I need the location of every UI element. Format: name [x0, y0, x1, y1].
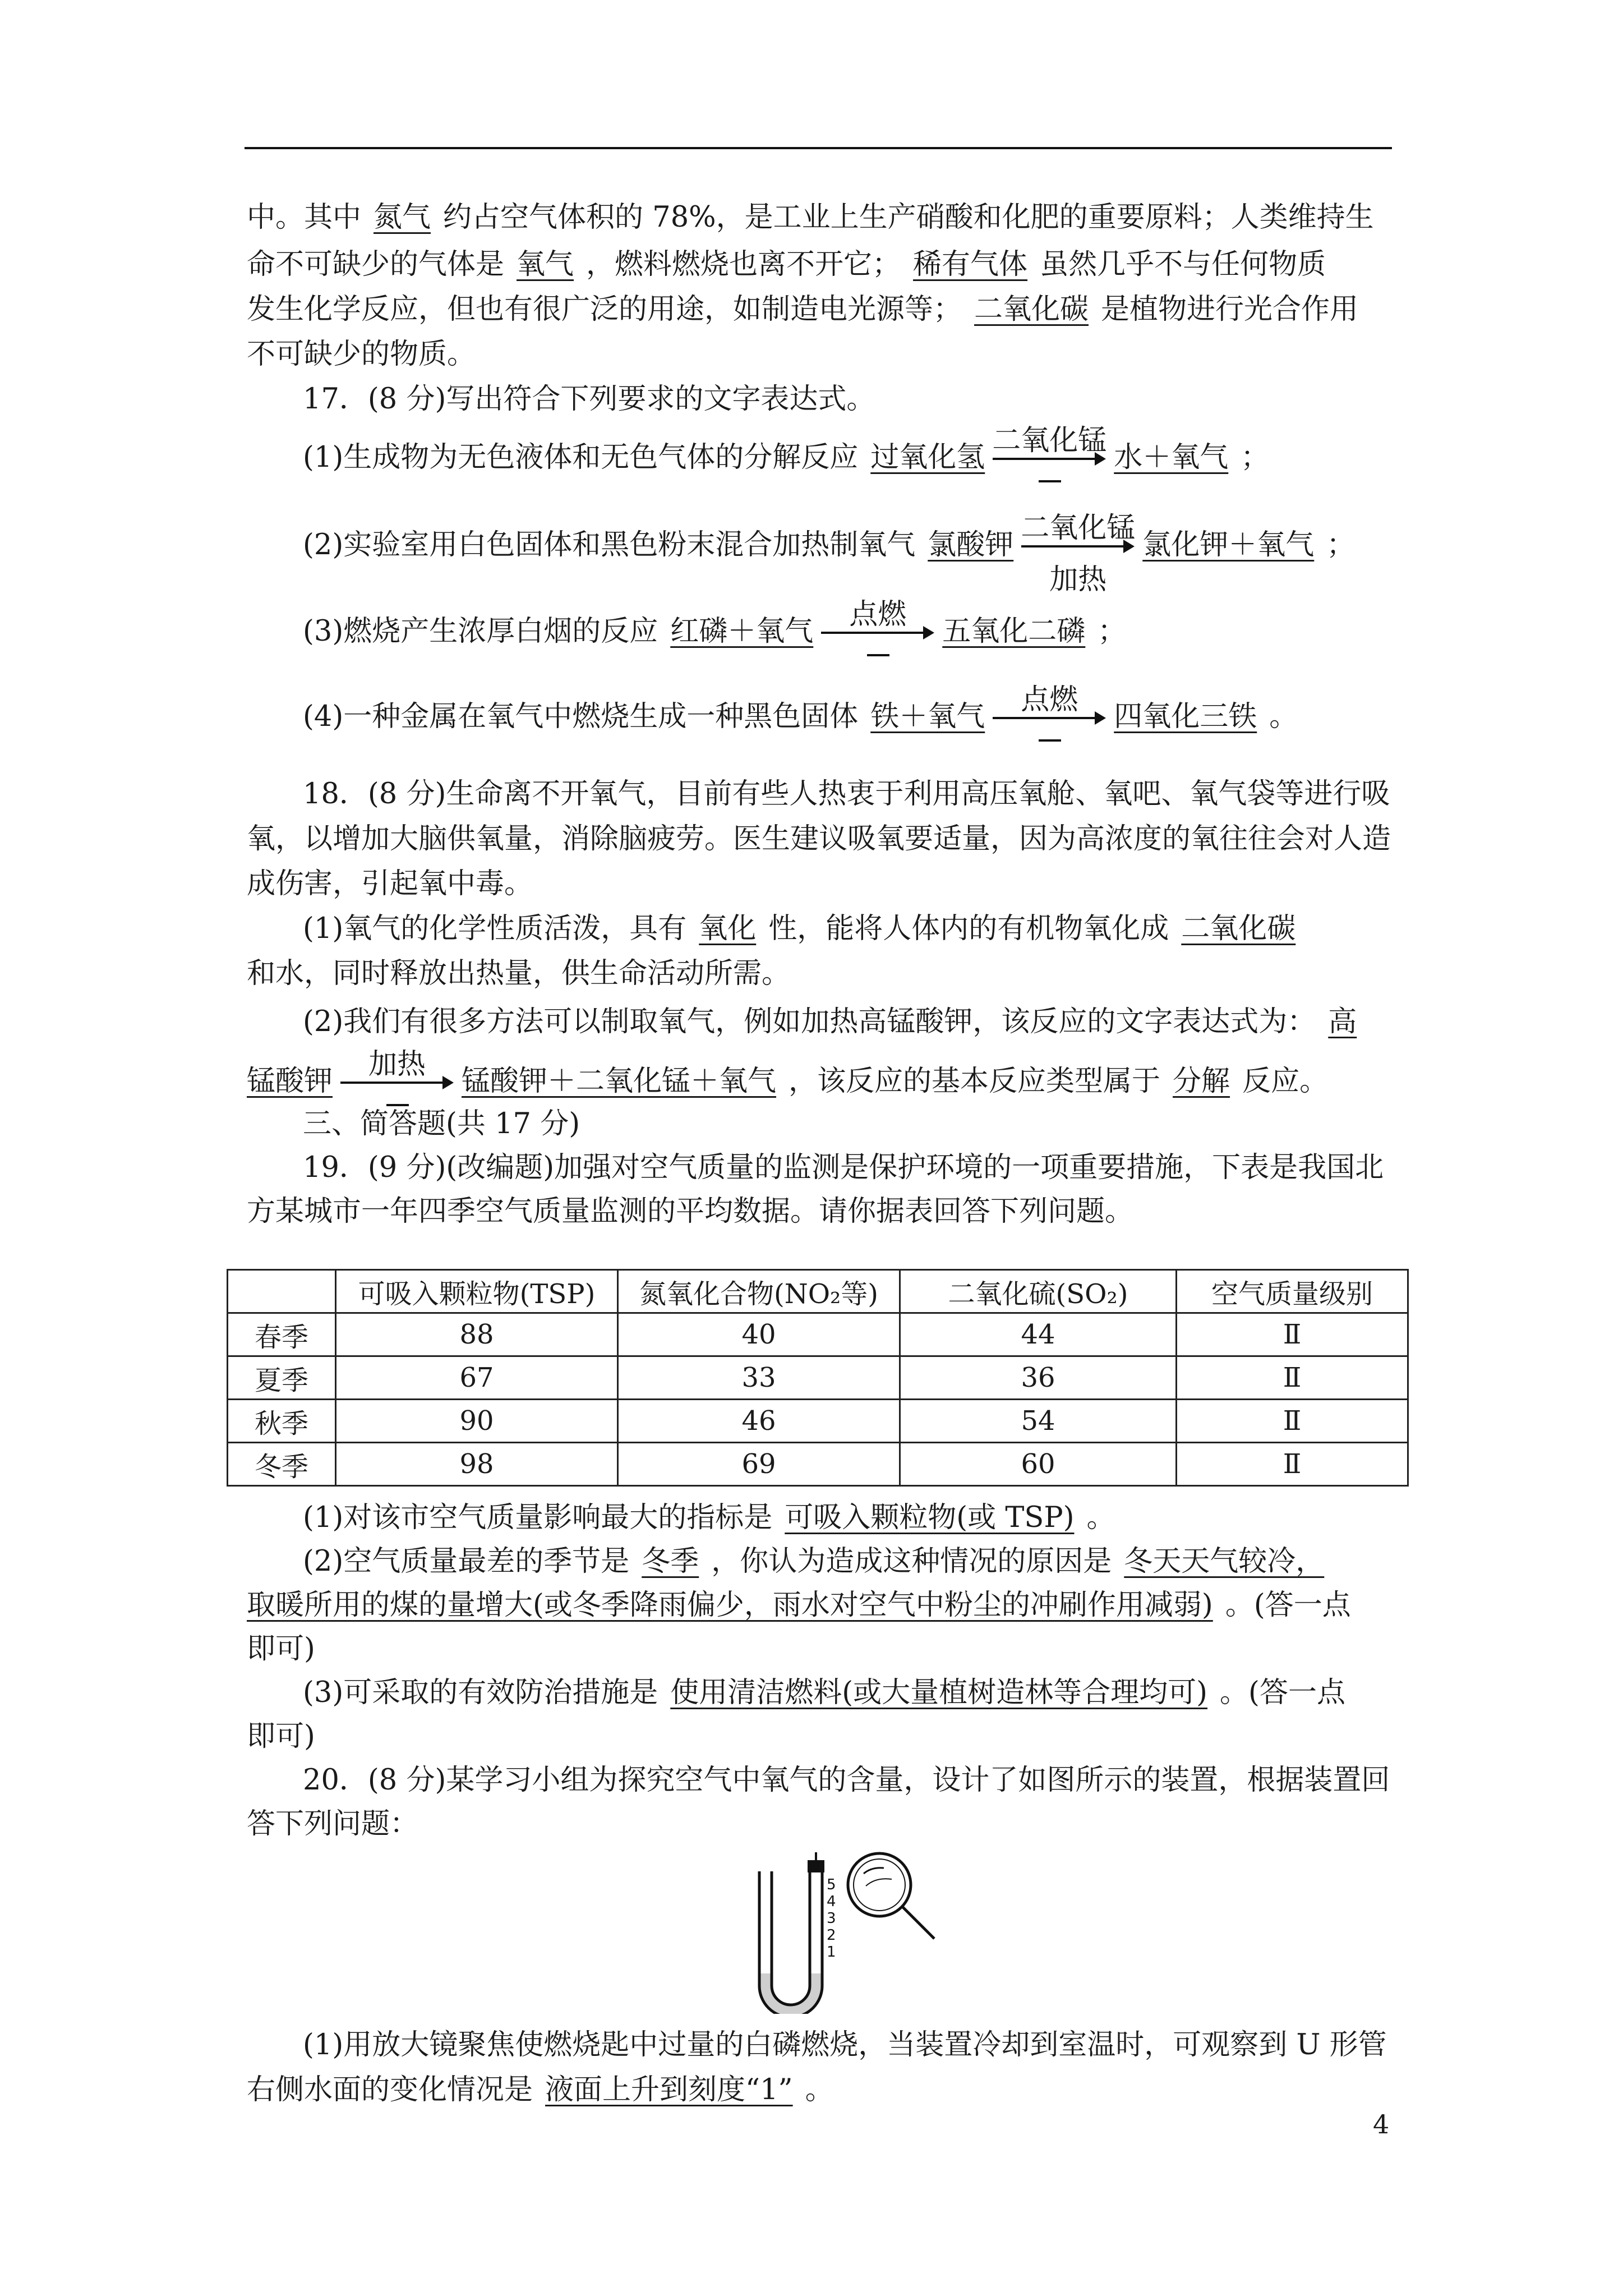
q16-line-1: 中。其中 氮气 约占空气体积的 78%，是工业上生产硝酸和化肥的重要原料；人类维持生 [247, 201, 1374, 234]
page-number: 4 [1373, 2109, 1390, 2139]
q16-line-2: 命不可缺少的气体是 氧气 ，燃料燃烧也离不开它； 稀有气体 虽然几乎不与任何物质 [247, 248, 1326, 281]
q18-line-1: 18．(8 分)生命离不开氧气，目前有些人热衷于利用高压氧舱、氧吧、氧气袋等进行吸 [303, 777, 1390, 811]
q20-answer-1: 液面上升到刻度“1” [545, 2073, 793, 2106]
q19-part-2-end: 即可) [247, 1632, 315, 1665]
q18-line-3: 成伤害，引起氧中毒。 [247, 867, 533, 900]
q18-answer-1: 氧化 [699, 912, 757, 945]
q16-answer-1: 氮气 [374, 201, 431, 234]
q19-part-3-end: 即可) [247, 1720, 315, 1753]
q17-p4-answer: 铁＋氧气 点燃 四氧化三铁 [858, 700, 1269, 733]
q18-part-2: (2)我们有很多方法可以制取氧气，例如加热高锰酸钾，该反应的文字表达式为： 高 [303, 1005, 1357, 1038]
magnifier-icon [848, 1853, 934, 1939]
q16-answer-4: 二氧化碳 [974, 293, 1089, 326]
q19-answer-4: 使用清洁燃料(或大量植树造林等合理均可) [670, 1676, 1208, 1709]
q17-p1-answer: 过氧化氢 二氧化锰 水＋氧气 [858, 441, 1241, 474]
section-3-title: 三、简答题(共 17 分) [303, 1107, 580, 1140]
q19-part-2-cont: 取暖所用的煤的量增大(或冬季降雨偏少，雨水对空气中粉尘的冲刷作用减弱) 。(答一点 [247, 1589, 1351, 1622]
table-row: 冬季 98 69 60 Ⅱ [228, 1443, 1408, 1486]
q16-answer-2: 氧气 [517, 248, 574, 281]
table-row: 夏季 67 33 36 Ⅱ [228, 1356, 1408, 1400]
q17-part-4: (4)一种金属在氧气中燃烧生成一种黑色固体 铁＋氧气 点燃 四氧化三铁 。 [303, 693, 1402, 740]
q18-p2-answer: 锰酸钾 加热 锰酸钾＋二氧化锰＋氧气 [247, 1065, 789, 1098]
q19-answer-1: 可吸入颗粒物(或 TSP) [785, 1501, 1075, 1534]
q16-line-3: 发生化学反应，但也有很广泛的用途，如制造电光源等； 二氧化碳 是植物进行光合作用 [247, 293, 1359, 326]
reaction-arrow: 点燃 [813, 608, 942, 655]
scale-mark-4: 4 [827, 1893, 836, 1910]
scale-labels [827, 1876, 836, 1961]
q19-answer-3b: 取暖所用的煤的量增大(或冬季降雨偏少，雨水对空气中粉尘的冲刷作用减弱) [247, 1589, 1213, 1622]
table-header-row: 可吸入颗粒物(TSP) 氮氧化合物(NO₂等) 二氧化硫(SO₂) 空气质量级别 [228, 1270, 1408, 1313]
q18-line-2: 氧，以增加大脑供氧量，消除脑疲劳。医生建议吸氧要适量，因为高浓度的氧往往会对人造 [247, 822, 1391, 855]
scale-mark-1: 1 [827, 1944, 836, 1961]
q18-answer-type: 分解 [1173, 1065, 1230, 1098]
q20-line-2: 答下列问题： [247, 1807, 419, 1841]
u-tube-apparatus-figure [751, 1851, 953, 2014]
q18-part-1: (1)氧气的化学性质活泼，具有 氧化 性，能将人体内的有机物氧化成 二氧化碳 [303, 905, 1402, 953]
table-row: 春季 88 40 44 Ⅱ [228, 1313, 1408, 1356]
q20-part-1: (1)用放大镜聚焦使燃烧匙中过量的白磷燃烧，当装置冷却到室温时，可观察到 U 形管 [303, 2028, 1387, 2062]
q19-part-1: (1)对该市空气质量影响最大的指标是 可吸入颗粒物(或 TSP) 。 [303, 1501, 1115, 1534]
scale-mark-5: 5 [827, 1876, 836, 1893]
q19-line-2: 方某城市一年四季空气质量监测的平均数据。请你据表回答下列问题。 [247, 1195, 1134, 1228]
reaction-arrow: 点燃 [985, 693, 1114, 740]
scale-mark-3: 3 [827, 1910, 836, 1927]
q19-line-1: 19．(9 分)(改编题)加强对空气质量的监测是保护环境的一项重要措施，下表是我国北 [303, 1151, 1384, 1184]
scale-mark-2: 2 [827, 1927, 836, 1944]
q16-answer-3: 稀有气体 [913, 248, 1028, 281]
q17-part-3: (3)燃烧产生浓厚白烟的反应 红磷＋氧气 点燃 五氧化二磷 ； [303, 608, 1402, 655]
reaction-arrow: 二氧化锰 [985, 434, 1114, 481]
table-row: 秋季 90 46 54 Ⅱ [228, 1400, 1408, 1443]
header-rule [245, 147, 1392, 149]
air-quality-table [227, 1269, 1409, 1487]
q17-p3-answer: 红磷＋氧气 点燃 五氧化二磷 [658, 615, 1098, 648]
reaction-arrow: 二氧化锰 加热 [1021, 512, 1136, 596]
q17-p2-answer: 氯酸钾 二氧化锰 加热 氯化钾＋氧气 [928, 512, 1315, 596]
q20-line-1: 20．(8 分)某学习小组为探究空气中氧气的含量，设计了如图所示的装置，根据装置回 [303, 1764, 1390, 1797]
q19-part-2: (2)空气质量最差的季节是 冬季 ，你认为造成这种情况的原因是 冬天天气较冷， [303, 1538, 1402, 1585]
q18-part-2-cont: 锰酸钾 加热 锰酸钾＋二氧化锰＋氧气 ，该反应的基本反应类型属于 分解 反应。 [247, 1058, 1402, 1105]
q16-line-4: 不可缺少的物质。 [247, 338, 476, 371]
q20-part-1-cont: 右侧水面的变化情况是 液面上升到刻度“1” 。 [247, 2073, 834, 2106]
q18-part-1-cont: 和水，同时释放出热量，供生命活动所需。 [247, 957, 791, 990]
q17-part-1: (1)生成物为无色液体和无色气体的分解反应 过氧化氢 二氧化锰 水＋氧气 ； [303, 434, 1402, 481]
q19-part-3: (3)可采取的有效防治措施是 使用清洁燃料(或大量植树造林等合理均可) 。(答一点 [303, 1676, 1345, 1709]
reaction-arrow: 加热 [333, 1058, 462, 1105]
q19-answer-2: 冬季 [642, 1545, 699, 1578]
q18-answer-2: 二氧化碳 [1181, 912, 1296, 945]
q19-answer-3a: 冬天天气较冷， [1124, 1545, 1325, 1578]
q17-title: 17．(8 分)写出符合下列要求的文字表达式。 [303, 383, 875, 416]
q17-part-2: (2)实验室用白色固体和黑色粉末混合加热制氧气 氯酸钾 二氧化锰 加热 氯化钾＋氧气 ； [303, 512, 1355, 596]
